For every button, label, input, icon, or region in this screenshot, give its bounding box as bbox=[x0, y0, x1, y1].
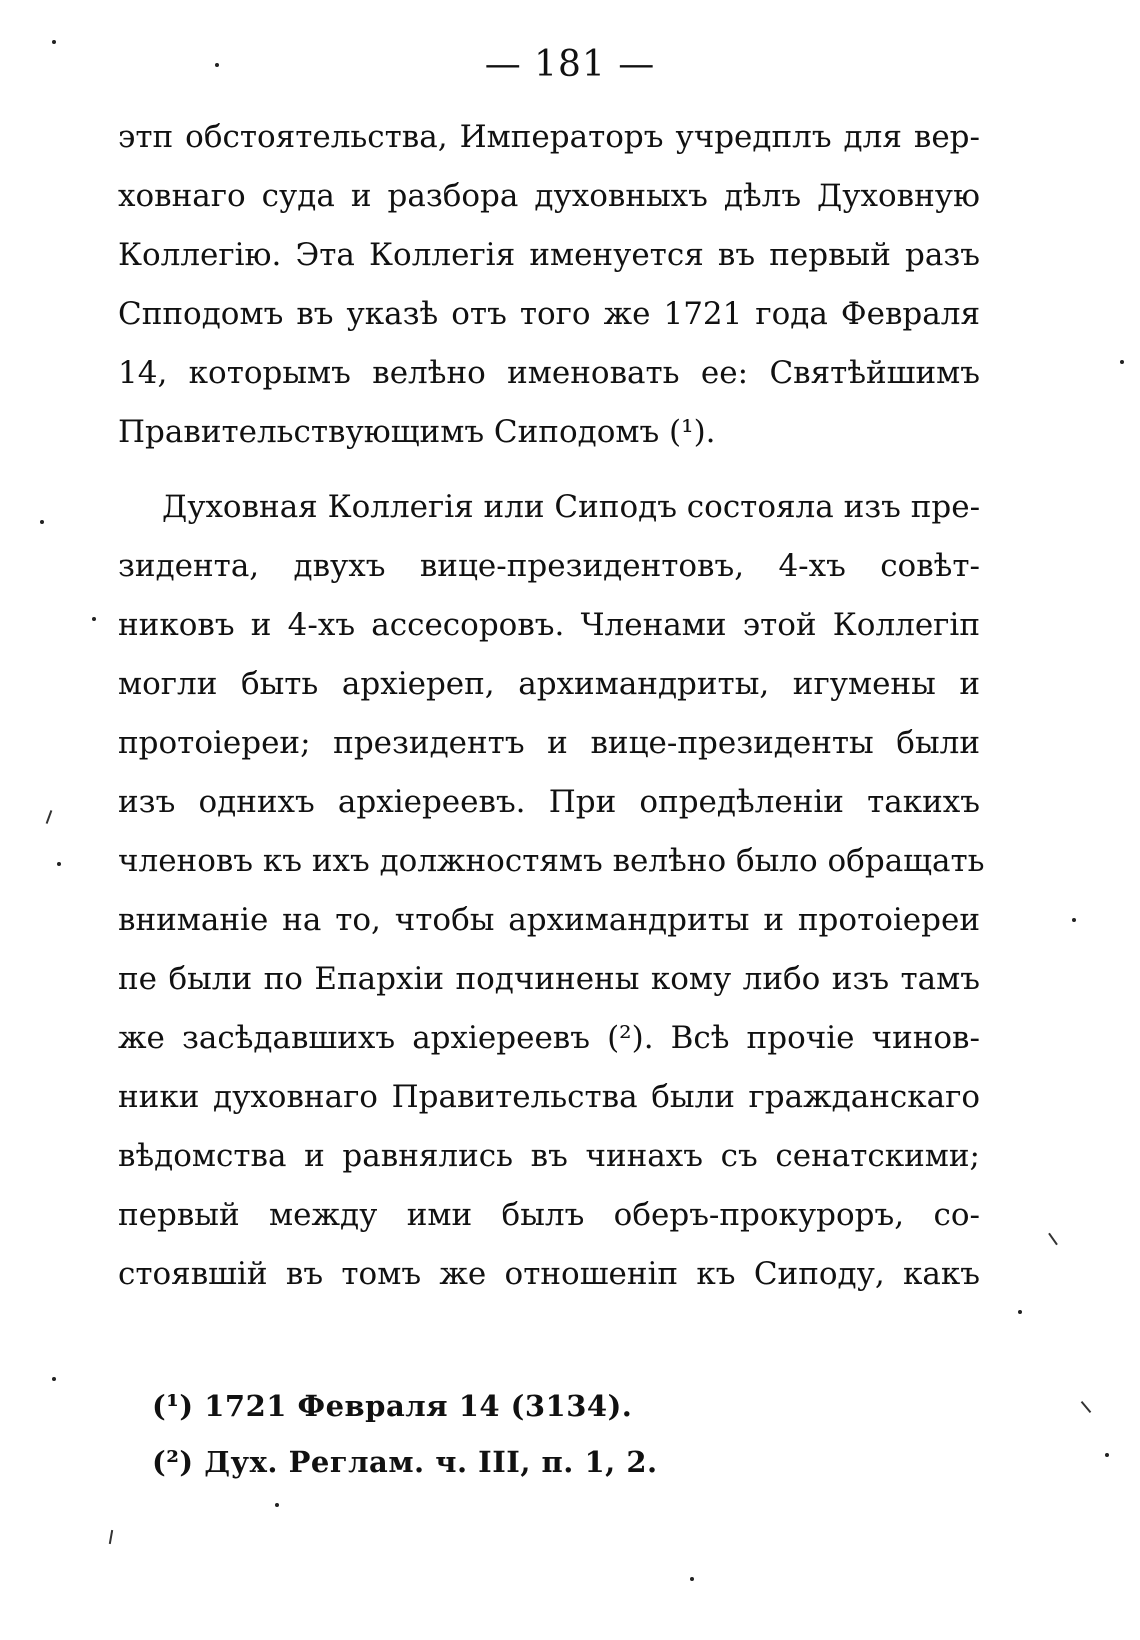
text-line: Духовная Коллегія или Сиподъ состояла изъ пре- bbox=[162, 489, 981, 525]
scan-speck bbox=[1120, 360, 1124, 364]
text-line: же засѣдавшихъ архіереевъ (²). Всѣ прочіе чинов- bbox=[118, 1020, 980, 1056]
footnote: (²) Дух. Реглам. ч. III, п. 1, 2. bbox=[152, 1445, 658, 1479]
scan-mark bbox=[46, 810, 53, 824]
text-line: изъ однихъ архіерeевъ. При опредѣленіи такихъ bbox=[118, 784, 980, 820]
text-line: могли быть архіереп, архимандриты, игумены и bbox=[118, 666, 980, 702]
footnotes bbox=[152, 1378, 852, 1490]
scan-speck bbox=[690, 1577, 694, 1581]
scan-speck bbox=[1105, 1453, 1109, 1457]
scan-mark bbox=[1081, 1401, 1092, 1413]
scan-speck bbox=[40, 520, 44, 524]
text-line: зидента, двухъ вице-президентовъ, 4-хъ совѣт- bbox=[118, 548, 980, 584]
text-line: протоіереи; президентъ и вице-президенты были bbox=[118, 725, 980, 761]
scan-speck bbox=[52, 1377, 56, 1381]
scan-mark bbox=[1048, 1233, 1058, 1246]
body-text bbox=[118, 108, 985, 1304]
text-line: 14, которымъ велѣно именовать ее: Святѣйшимъ bbox=[118, 355, 980, 391]
scan-speck bbox=[275, 1503, 279, 1507]
scan-mark bbox=[109, 1530, 113, 1544]
scan-speck bbox=[1072, 918, 1076, 922]
scan-speck bbox=[57, 862, 61, 866]
text-line: первый между ими былъ оберъ-прокуроръ, со- bbox=[118, 1197, 980, 1233]
text-line: стоявшій въ томъ же отношеніп къ Сиподу, какъ bbox=[118, 1256, 980, 1292]
text-line: никовъ и 4-хъ ассесоровъ. Членами этой Коллегіп bbox=[118, 607, 980, 643]
text-line: пе были по Епархіи подчинены кому либо изъ тамъ bbox=[118, 961, 980, 997]
text-line: членовъ къ ихъ должностямъ велѣно было обращать bbox=[118, 843, 985, 879]
scan-speck bbox=[1018, 1310, 1022, 1314]
text-line: Коллегію. Эта Коллегія именуется въ первый разъ bbox=[118, 237, 980, 273]
page-number: — 181 — bbox=[484, 44, 656, 85]
scan-speck bbox=[52, 40, 56, 44]
footnote: (¹) 1721 Февраля 14 (3134). bbox=[152, 1389, 633, 1423]
text-line: этп обстоятельства, Императоръ учредплъ для вер- bbox=[118, 119, 980, 155]
scan-speck bbox=[215, 63, 219, 67]
text-line: Спподомъ въ указѣ отъ того же 1721 года Февраля bbox=[118, 296, 980, 332]
text-line: вѣдомства и равнялись въ чинахъ съ сенатскими; bbox=[118, 1138, 980, 1174]
text-line: вниманіе на то, чтобы архимандриты и протоіереи bbox=[118, 902, 980, 938]
text-line: ховнаго суда и разбора духовныхъ дѣлъ Духовную bbox=[118, 178, 980, 214]
text-line: ники духовнаго Правительства были гражданскаго bbox=[118, 1079, 980, 1115]
text-line: Правительствующимъ Сиподомъ (¹). bbox=[118, 414, 716, 450]
scan-speck bbox=[92, 617, 96, 621]
